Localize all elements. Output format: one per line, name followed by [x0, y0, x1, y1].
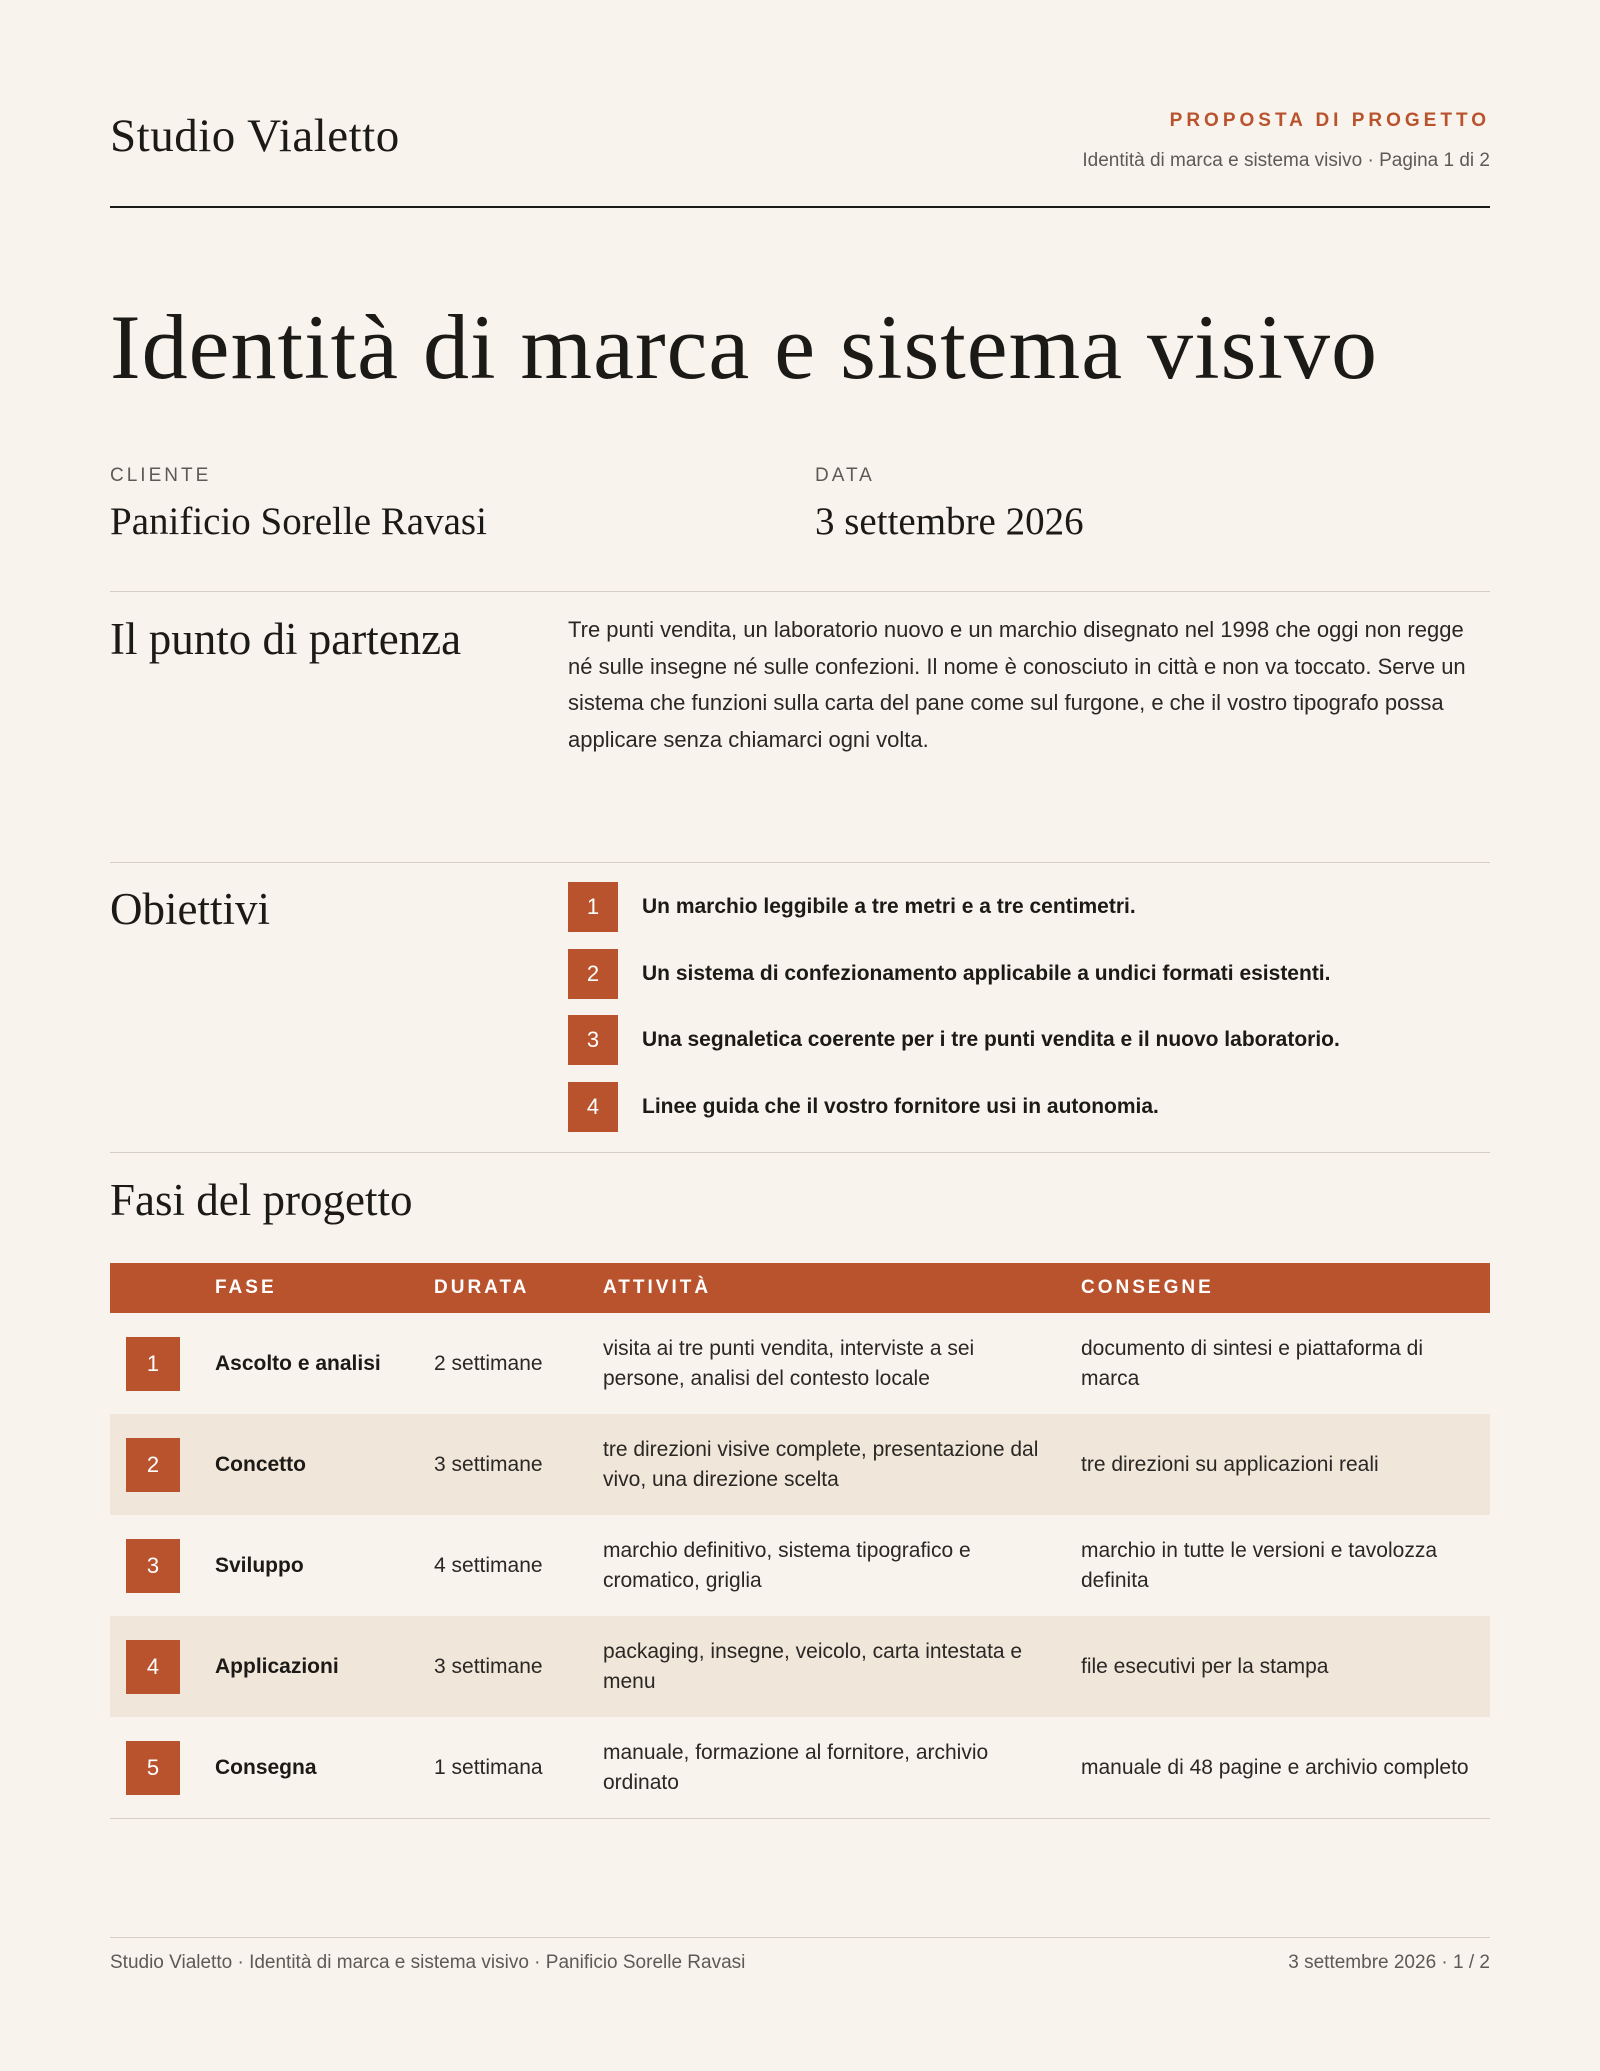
objective-text: Una segnaletica coerente per i tre punti vendita e il nuovo laboratorio.: [642, 1028, 1340, 1051]
phases-table: [110, 1263, 1490, 1819]
client-label: CLIENTE: [110, 465, 212, 486]
table-row: [110, 1414, 1490, 1515]
table-row: [110, 1616, 1490, 1717]
phase-name: Concetto: [215, 1414, 434, 1515]
phase-activities: tre direzioni visive complete, presentazione dal vivo, una direzione scelta: [603, 1414, 1081, 1515]
phase-activities: visita ai tre punti vendita, interviste a sei persone, analisi del contesto locale: [603, 1336, 975, 1390]
phase-name: Sviluppo: [215, 1553, 304, 1577]
phase-deliverables: file esecutivi per la stampa: [1081, 1616, 1490, 1717]
objective-number: 4: [568, 1082, 618, 1132]
phase-duration: 4 settimane: [434, 1553, 543, 1577]
phase-activities: manuale, formazione al fornitore, archivio ordinato: [603, 1717, 1081, 1819]
phase-number: 5: [126, 1741, 180, 1795]
phase-number: 1: [126, 1337, 180, 1391]
column-header-duration: DURATA: [434, 1263, 603, 1313]
footer-page-info: 3 settembre 2026 · 1 / 2: [1288, 1952, 1490, 1973]
phase-deliverables: marchio in tutte le versioni e tavolozza definita: [1081, 1538, 1438, 1592]
phase-deliverables: manuale di 48 pagine e archivio completo: [1081, 1717, 1490, 1819]
objective-item: [568, 1015, 1488, 1065]
date-label: DATA: [815, 465, 875, 486]
phase-duration: 1 settimana: [434, 1717, 603, 1819]
phase-duration: 3 settimane: [434, 1616, 603, 1717]
phase-number: 4: [126, 1640, 180, 1694]
phase-number: 3: [126, 1539, 180, 1593]
section-divider: [110, 862, 1490, 863]
objectives-heading: Obiettivi: [110, 884, 270, 934]
table-header-row: [110, 1263, 1490, 1313]
column-header-phase: FASE: [215, 1263, 434, 1313]
intro-text: Tre punti vendita, un laboratorio nuovo e un marchio disegnato nel 1998 che oggi non regge né sulle insegne né sulle confezioni. Il nome è conosciuto in città e non va toccato. Serve un sistema che funzioni sulla carta del pane come sul furgone, e che il vostro tipografo possa applicare senza chiamarci ogni volta.: [568, 617, 1466, 752]
objective-text: Un marchio leggibile a tre metri e a tre centimetri.: [642, 895, 1136, 918]
page-title: Identità di marca e sistema visivo: [110, 296, 1378, 398]
phase-activities: marchio definitivo, sistema tipografico e cromatico, griglia: [603, 1538, 971, 1592]
document-subhead: Identità di marca e sistema visivo · Pagina 1 di 2: [1082, 150, 1490, 171]
objectives-list: [568, 882, 1488, 1148]
proposal-page: [110, 0, 1490, 2071]
document-kicker: PROPOSTA DI PROGETTO: [1169, 110, 1490, 131]
objective-item: [568, 1082, 1488, 1132]
phase-number: 2: [126, 1438, 180, 1492]
objective-number: 3: [568, 1015, 618, 1065]
section-divider: [110, 591, 1490, 592]
section-divider: [110, 1152, 1490, 1153]
table-row: [110, 1515, 1490, 1616]
phase-activities: packaging, insegne, veicolo, carta intestata e menu: [603, 1616, 1081, 1717]
date-value: 3 settembre 2026: [815, 500, 1084, 543]
objective-item: [568, 949, 1488, 999]
column-header-deliverables: CONSEGNE: [1081, 1263, 1490, 1313]
phase-name: Ascolto e analisi: [215, 1351, 381, 1375]
column-header-activities: ATTIVITÀ: [603, 1263, 1081, 1313]
objective-text: Linee guida che il vostro fornitore usi in autonomia.: [642, 1094, 1159, 1118]
header-divider: [110, 206, 1490, 208]
objective-number: 1: [568, 882, 618, 932]
intro-heading: Il punto di partenza: [110, 614, 462, 664]
phase-name: Consegna: [215, 1717, 434, 1819]
phase-deliverables: tre direzioni su applicazioni reali: [1081, 1414, 1490, 1515]
footer-divider: [110, 1937, 1490, 1938]
footer-left: Studio Vialetto · Identità di marca e sistema visivo · Panificio Sorelle Ravasi: [110, 1952, 746, 1973]
objective-item: [568, 882, 1488, 932]
table-row: [110, 1313, 1490, 1414]
client-value: Panificio Sorelle Ravasi: [110, 500, 487, 543]
studio-brand: Studio Vialetto: [110, 110, 400, 162]
header-spacer: [110, 1263, 215, 1313]
phase-duration: 3 settimane: [434, 1414, 603, 1515]
phases-heading: Fasi del progetto: [110, 1175, 413, 1225]
phase-duration: 2 settimane: [434, 1351, 543, 1375]
table-row: [110, 1717, 1490, 1819]
phase-deliverables: documento di sintesi e piattaforma di marca: [1081, 1336, 1424, 1390]
objective-number: 2: [568, 949, 618, 999]
objective-text: Un sistema di confezionamento applicabile a undici formati esistenti.: [642, 961, 1331, 985]
phase-name: Applicazioni: [215, 1616, 434, 1717]
